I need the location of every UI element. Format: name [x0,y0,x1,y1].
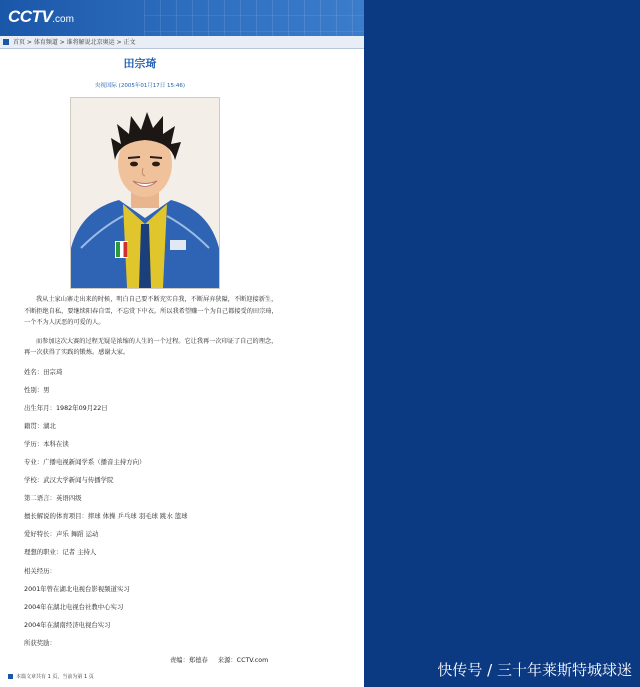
info-row-gender: 性别：男 [24,386,50,395]
breadcrumb[interactable]: 首页 > 体育频道 > 谁将解说北京奥运 > 正文 [13,39,136,46]
portrait-photo [70,97,220,289]
site-header [0,0,364,36]
editor-name: 责编：郑德春 [170,657,208,664]
info-row-awards-heading: 所获奖励： [24,638,56,647]
info-row-school: 学校：武汉大学新闻与传播学院 [24,476,114,485]
info-row-sports: 擅长解说的体育项目：摔球 体操 乒乓球 羽毛球 跳水 篮球 [24,512,188,521]
page-info-square-icon [8,674,13,679]
portrait-illustration [71,98,219,288]
info-row-education: 学历：本科在读 [24,440,69,449]
article-body [24,294,280,366]
logo-text: CCTV [8,7,53,26]
article-paragraph-1: 我从土家山寨走出来的时候，明白自己要不断充实自我，不断屏弃狭隘，不断迎接新生，不断拒绝自私，要继续阳春自雪，不忘赏下中衣。所以我希望赚一个为自己都接受的田宗琦，一个不为人厌恶的可爱的人。 [24,296,278,326]
breadcrumb-bar [0,36,364,49]
page-info-text: 本篇文章共有 1 页，当前为第 1 页 [16,674,94,680]
info-row-hometown: 籍贯：湖北 [24,422,56,431]
editor-credit [170,655,268,664]
page-info [8,673,94,680]
info-row-name: 姓名：田宗琦 [24,368,63,376]
profile-info-list [24,363,280,652]
article-source-date: 央视国际 (2005年01月17日 15:46) [94,83,186,89]
logo-suffix: .com [52,14,74,25]
page-title: 田宗琦 [123,57,157,70]
info-row-birthdate: 出生年月：1982年09月22日 [24,404,108,413]
info-row-experience-1: 2001年曾在湖北电视台影视频道实习 [24,584,130,593]
breadcrumb-square-icon [3,39,9,45]
info-row-experience-3: 2004年在湖南经济电视台实习 [24,620,111,629]
info-row-experience-2: 2004年在湖北电视台社教中心实习 [24,602,124,611]
info-row-ideal-career: 理想的职业：记者 主持人 [24,548,97,557]
cctv-logo[interactable] [8,7,74,27]
watermark: 快传号 / 三十年莱斯特城球迷 [437,661,632,679]
info-row-second-language: 第二语言：英语四级 [24,494,82,503]
header-decoration [144,0,364,36]
article-paragraph-2: 而参加这次大赛的过程无疑是浓缩的人生的一个过程。它让我再一次印证了自己的理念，再一次获得了实践的锻炼。感谢大家。 [24,337,278,356]
info-row-major: 专业：广播电视新闻学系（播音主持方向） [24,458,146,467]
credit-source: 来源：CCTV.com [217,657,269,664]
info-row-experience-heading: 相关经历： [24,566,56,575]
info-row-hobbies: 爱好特长：声乐 舞蹈 运动 [24,530,99,539]
